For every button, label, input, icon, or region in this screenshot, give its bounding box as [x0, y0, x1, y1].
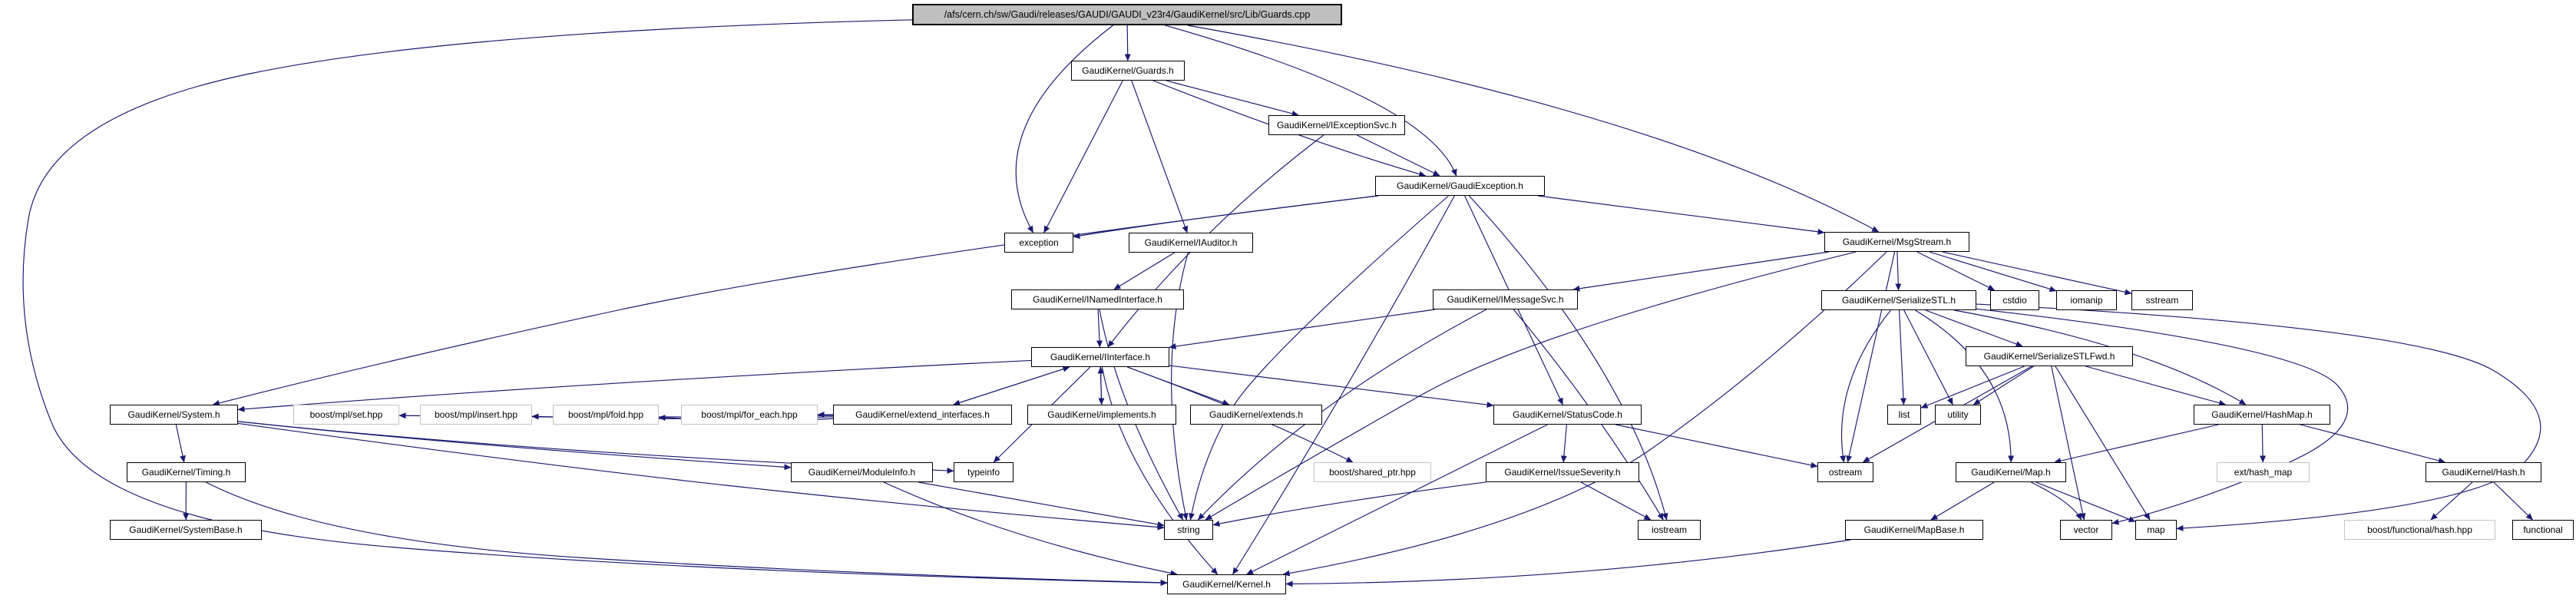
edge-hashmap-maph: [2055, 425, 2219, 462]
edge-moduleinfo-string: [918, 482, 1164, 525]
edge-msgstream-ostream: [1847, 252, 1894, 462]
edge-system-string: [238, 423, 1164, 528]
graph-title-node: /afs/cern.ch/sw/Gaudi/releases/GAUDI/GAUDI_v23r4/GaudiKernel/src/Lib/Guards.cpp: [912, 4, 1342, 25]
graph-node-mplinsert: boost/mpl/insert.hpp: [420, 405, 532, 425]
edge-issuesev-string: [1213, 482, 1486, 525]
graph-node-cstdio[interactable]: cstdio: [1990, 290, 2039, 310]
graph-node-ostream[interactable]: ostream: [1817, 462, 1873, 482]
graph-node-gexc[interactable]: GaudiKernel/GaudiException.h: [1375, 176, 1545, 196]
edge-guards-iexcsvc: [1166, 81, 1298, 115]
graph-node-extintf[interactable]: GaudiKernel/extend_interfaces.h: [833, 405, 1012, 425]
edge-iintf-kernel: [1102, 367, 1217, 574]
graph-node-functional[interactable]: functional: [2512, 520, 2574, 540]
graph-node-iexcsvc[interactable]: GaudiKernel/IExceptionSvc.h: [1268, 115, 1405, 135]
graph-node-imsgsvc[interactable]: GaudiKernel/IMessageSvc.h: [1433, 289, 1578, 309]
graph-node-guards[interactable]: GaudiKernel/Guards.h: [1071, 61, 1185, 81]
edge-msgstream-iomanip: [1930, 252, 2056, 291]
graph-node-system[interactable]: GaudiKernel/System.h: [110, 405, 238, 425]
edge-hashmap-exthashmap: [2262, 425, 2263, 462]
edge-implements-iintf: [1100, 367, 1101, 405]
edge-msgstream-imsgsvc: [1573, 252, 1829, 289]
edge-extintf-iintf: [954, 367, 1070, 405]
edge-hashmap-hashh: [2300, 425, 2445, 462]
edge-serstlfwd-vector: [2052, 366, 2084, 520]
graph-node-vector[interactable]: vector: [2060, 520, 2112, 540]
edge-mapbase-kernel: [1286, 540, 1850, 584]
graph-node-typeinfo[interactable]: typeinfo: [954, 462, 1014, 482]
edge-serstl-utility: [1904, 310, 1953, 405]
edge-title-gexc: [1165, 25, 1456, 176]
graph-node-mapstd[interactable]: map: [2135, 520, 2177, 540]
edge-serstlfwd-utility: [1973, 366, 2033, 405]
edge-serstl-ostream: [1842, 310, 1891, 462]
edge-gexc-kernel: [1233, 196, 1455, 574]
edge-imsgsvc-iintf: [1169, 309, 1435, 347]
edge-title-guards: [1127, 25, 1128, 61]
edge-moduleinfo-kernel: [884, 482, 1177, 574]
graph-node-iomanip[interactable]: iomanip: [2056, 290, 2117, 310]
edge-statuscode-ostream: [1615, 425, 1817, 466]
edge-hashh-functional: [2494, 482, 2533, 520]
graph-node-mapbase[interactable]: GaudiKernel/MapBase.h: [1845, 520, 1983, 540]
graph-node-timing[interactable]: GaudiKernel/Timing.h: [127, 462, 246, 482]
graph-node-exthashmap: ext/hash_map: [2217, 462, 2310, 482]
edge-serstlfwd-mapstd: [2055, 366, 2150, 520]
edge-guards-exception: [1044, 81, 1123, 233]
edge-iintf-system: [238, 360, 1031, 409]
graph-node-sharedptr: boost/shared_ptr.hpp: [1314, 462, 1431, 482]
edge-iauditor-inamed: [1114, 253, 1175, 289]
edge-title-exception: [1016, 25, 1113, 233]
graph-node-kernel[interactable]: GaudiKernel/Kernel.h: [1167, 574, 1286, 594]
graph-node-serstlfwd[interactable]: GaudiKernel/SerializeSTLFwd.h: [1966, 346, 2133, 366]
graph-node-utility[interactable]: utility: [1935, 405, 1981, 425]
graph-node-exception[interactable]: exception: [1004, 233, 1073, 253]
graph-node-mplset: boost/mpl/set.hpp: [293, 405, 399, 425]
edge-msgstream-cstdio: [1917, 252, 1995, 290]
edge-gexc-system: [213, 196, 1378, 405]
edge-system-moduleinfo: [238, 422, 791, 468]
graph-node-list[interactable]: list: [1887, 405, 1921, 425]
edge-iexcsvc-gexc: [1357, 135, 1440, 176]
edge-serstlfwd-hashmap: [2085, 366, 2225, 405]
graph-node-mplforeach: boost/mpl/for_each.hpp: [681, 405, 818, 425]
graph-node-moduleinfo[interactable]: GaudiKernel/ModuleInfo.h: [791, 462, 933, 482]
graph-node-systembase[interactable]: GaudiKernel/SystemBase.h: [110, 520, 262, 540]
edge-iintf-statuscode: [1169, 366, 1493, 405]
graph-node-maph[interactable]: GaudiKernel/Map.h: [1956, 462, 2066, 482]
graph-node-hashh[interactable]: GaudiKernel/Hash.h: [2426, 462, 2541, 482]
edge-hashh-boostfunchash: [2431, 482, 2472, 520]
graph-node-implements[interactable]: GaudiKernel/implements.h: [1027, 405, 1176, 425]
graph-node-iintf[interactable]: GaudiKernel/IInterface.h: [1031, 347, 1169, 367]
graph-node-inamed[interactable]: GaudiKernel/INamedInterface.h: [1011, 289, 1184, 309]
edge-maph-vector: [2031, 482, 2081, 520]
edge-system-timing: [176, 425, 184, 462]
edge-statuscode-issuesev: [1563, 425, 1566, 462]
edge-maph-mapstd: [2036, 482, 2135, 521]
graph-node-iauditor[interactable]: GaudiKernel/IAuditor.h: [1129, 233, 1253, 253]
edge-title-kernel: [23, 20, 1167, 583]
edge-gexc-msgstream: [1538, 196, 1824, 233]
graph-node-statuscode[interactable]: GaudiKernel/StatusCode.h: [1493, 405, 1642, 425]
edge-serstl-serstlfwd: [1926, 310, 2022, 346]
graph-node-hashmap[interactable]: GaudiKernel/HashMap.h: [2194, 405, 2330, 425]
edge-issuesev-iostream: [1581, 482, 1651, 520]
graph-node-extends[interactable]: GaudiKernel/extends.h: [1190, 405, 1322, 425]
edge-msgstream-sstream: [1943, 252, 2131, 293]
graph-node-serstl[interactable]: GaudiKernel/SerializeSTL.h: [1821, 290, 1976, 310]
edge-guards-iauditor: [1132, 81, 1187, 233]
edge-statuscode-kernel: [1247, 425, 1548, 574]
graph-node-sstream[interactable]: sstream: [2131, 290, 2193, 310]
edge-msgstream-serstl: [1897, 252, 1899, 290]
edge-maph-mapbase: [1931, 482, 1994, 520]
graph-node-iostream[interactable]: iostream: [1638, 520, 1701, 540]
graph-node-msgstream[interactable]: GaudiKernel/MsgStream.h: [1824, 232, 1969, 252]
graph-node-mplfold: boost/mpl/fold.hpp: [553, 405, 659, 425]
graph-node-issuesev[interactable]: GaudiKernel/IssueSeverity.h: [1486, 462, 1639, 482]
edge-inamed-iintf: [1098, 309, 1100, 347]
edge-iintf-extends: [1127, 367, 1229, 405]
graph-node-string[interactable]: string: [1164, 520, 1213, 540]
graph-node-boostfunchash: boost/functional/hash.hpp: [2344, 520, 2495, 540]
edge-serstl-list: [1900, 310, 1904, 405]
edge-timing-kernel: [206, 482, 1167, 583]
